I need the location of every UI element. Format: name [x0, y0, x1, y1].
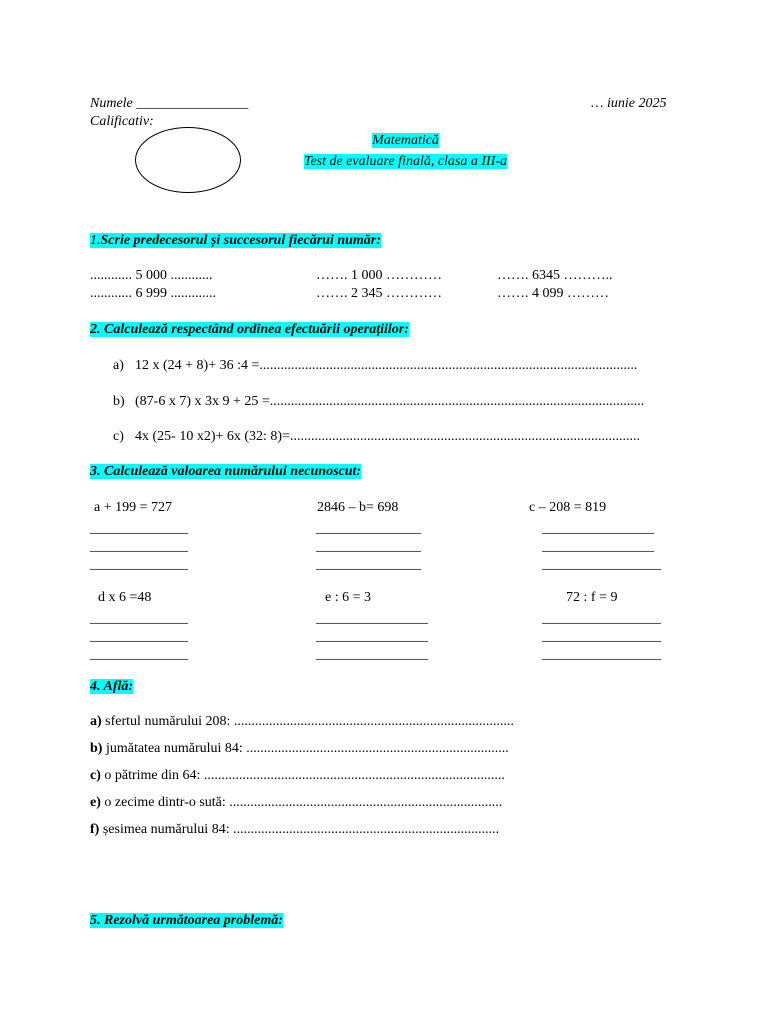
- ex3-heading: [90, 464, 361, 480]
- ex1-r1-c2: ……. 1 000 …………: [316, 268, 442, 283]
- subject-text: Matematică: [372, 133, 439, 148]
- ex3-eq-a: a + 199 = 727: [94, 500, 173, 515]
- ex3-eq-b: 2846 – b= 698: [317, 500, 399, 515]
- test-title-text: Test de evaluare finală, clasa a III-a: [303, 154, 508, 169]
- ex1-r2-c3: ……. 4 099 ………: [497, 286, 609, 301]
- subject-title: [284, 133, 527, 149]
- ex2-heading: [90, 322, 409, 338]
- ex5-title: 5. Rezolvă următoarea problemă:: [90, 913, 283, 928]
- ex3-line: ________________: [542, 539, 654, 554]
- ex4-c-letter: c): [90, 768, 101, 783]
- ex1-heading: [90, 233, 381, 249]
- ex4-e-letter: e): [90, 795, 101, 810]
- ex2-title: 2. Calculează respectând ordinea efectuării operațiilor:: [90, 322, 409, 337]
- ex2-c-text: 4x (25- 10 x2)+ 6x (32: 8)=....................................................................................................: [135, 429, 640, 444]
- ex4-heading: [90, 679, 133, 695]
- ex4-e-text: o zecime dintr-o sută: ..............................................................................: [100, 795, 503, 810]
- ex3-line: _________________: [542, 647, 661, 662]
- grade-oval: [135, 127, 241, 193]
- ex3-line: _______________: [316, 557, 421, 572]
- ex3-eq-d: d x 6 =48: [98, 590, 152, 605]
- ex3-line: _______________: [316, 521, 421, 536]
- date-label: … iunie 2025: [591, 96, 667, 111]
- ex3-line: ________________: [542, 521, 654, 536]
- ex3-line: ______________: [90, 647, 188, 662]
- ex1-r2-c1: ............ 6 999 .............: [90, 286, 216, 301]
- ex1-number: 1.: [90, 233, 101, 248]
- ex2-b-letter: b): [113, 394, 125, 409]
- ex3-title: 3. Calculează valoarea numărului necunoscut:: [90, 464, 362, 479]
- ex1-r1-c1: ............ 5 000 ............: [90, 268, 213, 283]
- ex2-a-letter: a): [113, 358, 124, 373]
- ex3-line: ______________: [90, 521, 188, 536]
- ex4-item-f: [90, 822, 499, 838]
- ex4-f-letter: f): [90, 822, 100, 837]
- ex3-eq-f: 72 : f = 9: [566, 590, 618, 605]
- ex4-f-text: șesimea numărului 84: ............................................................................: [99, 822, 500, 837]
- ex3-eq-c: c – 208 = 819: [529, 500, 607, 515]
- ex4-item-b: [90, 741, 509, 757]
- ex4-item-e: [90, 795, 502, 811]
- ex3-line: _________________: [542, 611, 661, 626]
- ex4-item-a: [90, 714, 514, 730]
- ex2-c-letter: c): [113, 429, 124, 444]
- grade-label: Calificativ:: [90, 114, 154, 129]
- ex3-line: _________________: [542, 557, 661, 572]
- ex4-a-letter: a): [90, 714, 102, 729]
- ex4-a-text: sfertul numărului 208: ................................................................................: [101, 714, 514, 729]
- test-title: [284, 154, 527, 170]
- ex3-line: ________________: [316, 629, 428, 644]
- name-label: Numele ________________: [90, 96, 249, 111]
- ex5-heading: [90, 913, 283, 929]
- ex3-line: ______________: [90, 539, 188, 554]
- ex3-line: ______________: [90, 557, 188, 572]
- ex3-line: _______________: [316, 539, 421, 554]
- ex4-c-text: o pătrime din 64: ......................................................................................: [100, 768, 505, 783]
- ex3-line: ________________: [316, 647, 428, 662]
- ex2-a-text: 12 x (24 + 8)+ 36 :4 =............................................................................................................: [135, 358, 638, 373]
- ex1-title: Scrie predecesorul și succesorul fiecărui număr:: [100, 233, 381, 248]
- ex4-b-letter: b): [90, 741, 103, 756]
- ex3-line: _________________: [542, 629, 661, 644]
- ex3-line: ______________: [90, 629, 188, 644]
- ex3-eq-e: e : 6 = 3: [325, 590, 371, 605]
- ex1-r2-c2: ……. 2 345 …………: [316, 286, 442, 301]
- ex2-b-text: (87-6 x 7) x 3x 9 + 25 =...........................................................................................................: [135, 394, 645, 409]
- ex4-b-text: jumătatea numărului 84: ...........................................................................: [102, 741, 509, 756]
- ex3-line: ________________: [316, 611, 428, 626]
- ex1-r1-c3: ……. 6345 ………..: [497, 268, 613, 283]
- ex4-item-c: [90, 768, 505, 784]
- ex3-line: ______________: [90, 611, 188, 626]
- ex4-title: 4. Află:: [90, 679, 134, 694]
